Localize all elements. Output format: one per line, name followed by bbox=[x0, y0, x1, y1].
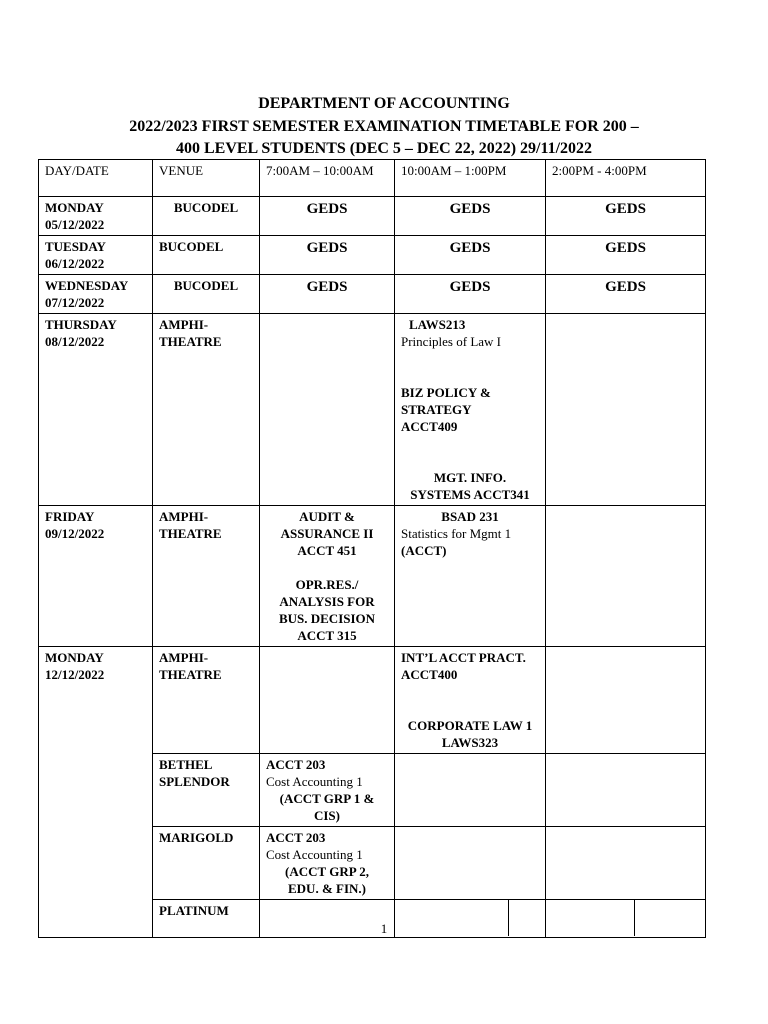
course-code: LAWS213 bbox=[409, 317, 466, 332]
day-cell bbox=[39, 236, 153, 275]
slot2-cell bbox=[395, 827, 546, 900]
course-code: ACCT409 bbox=[401, 419, 458, 434]
day-cell bbox=[39, 647, 153, 938]
venue-cell bbox=[153, 314, 260, 506]
exam-timetable bbox=[38, 159, 706, 938]
course-line: SYSTEMS ACCT341 bbox=[410, 487, 530, 502]
venue-cell bbox=[153, 506, 260, 647]
venue-cell bbox=[153, 754, 260, 827]
day-date: 07/12/2022 bbox=[45, 295, 105, 310]
day-name: MONDAY bbox=[45, 200, 104, 215]
document-subtitle-line1: 2022/2023 FIRST SEMESTER EXAMINATION TIMETABLE FOR 200 – bbox=[129, 118, 639, 135]
venue-cell bbox=[153, 647, 260, 754]
day-cell bbox=[39, 275, 153, 314]
venue-cell: BUCODEL bbox=[153, 197, 260, 236]
table-header-row bbox=[39, 160, 706, 197]
day-date: 08/12/2022 bbox=[45, 334, 105, 349]
slot1-cell: GEDS bbox=[260, 236, 395, 275]
course-code: ACCT400 bbox=[401, 667, 458, 682]
course-line: STRATEGY bbox=[401, 402, 472, 417]
course-line: AUDIT & bbox=[299, 509, 355, 524]
day-name: MONDAY bbox=[45, 650, 104, 665]
course-line: BUS. DECISION bbox=[278, 611, 376, 626]
table-row bbox=[39, 506, 706, 647]
table-row bbox=[39, 314, 706, 506]
course-code: ACCT 203 bbox=[266, 757, 326, 772]
course-title: Principles of Law I bbox=[401, 334, 502, 349]
course-code: BSAD 231 bbox=[441, 509, 499, 524]
table-row bbox=[39, 197, 706, 236]
table-row bbox=[39, 647, 706, 754]
course-line: BIZ POLICY & bbox=[401, 385, 491, 400]
course-code: ACCT 203 bbox=[266, 830, 326, 845]
slot1-cell bbox=[260, 754, 395, 827]
slot1-cell: GEDS bbox=[260, 275, 395, 314]
course-title: Cost Accounting 1 bbox=[266, 774, 363, 789]
header-day: DAY/DATE bbox=[39, 160, 153, 197]
day-name: WEDNESDAY bbox=[45, 278, 129, 293]
table-row bbox=[39, 275, 706, 314]
venue-line: THEATRE bbox=[159, 667, 222, 682]
course-title: Cost Accounting 1 bbox=[266, 847, 363, 862]
header-venue: VENUE bbox=[153, 160, 260, 197]
slot2-cell: GEDS bbox=[395, 236, 546, 275]
slot3-cell: GEDS bbox=[546, 236, 706, 275]
document-subtitle-line2: 400 LEVEL STUDENTS (DEC 5 – DEC 22, 2022) 29/11/2022 bbox=[175, 140, 593, 157]
day-name: THURSDAY bbox=[45, 317, 117, 332]
slot3-cell bbox=[546, 314, 706, 506]
day-date: 05/12/2022 bbox=[45, 217, 105, 232]
slot3-cell: GEDS bbox=[546, 275, 706, 314]
course-group: (ACCT GRP 1 & bbox=[279, 791, 375, 806]
course-line: INT’L ACCT PRACT. bbox=[401, 650, 526, 665]
slot2-cell: GEDS bbox=[395, 275, 546, 314]
course-code: ACCT 315 bbox=[297, 628, 357, 643]
slot3-cell: GEDS bbox=[546, 197, 706, 236]
venue-line: AMPHI- bbox=[159, 650, 209, 665]
course-line: OPR.RES./ bbox=[295, 577, 359, 592]
venue-line: BETHEL bbox=[159, 757, 213, 772]
slot3-cell bbox=[546, 754, 706, 827]
slot3-cell bbox=[546, 506, 706, 647]
slot3-cell bbox=[546, 827, 706, 900]
venue-cell: MARIGOLD bbox=[153, 827, 260, 900]
slot2-cell bbox=[395, 506, 546, 647]
venue-cell: BUCODEL bbox=[153, 236, 260, 275]
day-name: FRIDAY bbox=[45, 509, 95, 524]
slot2-cell bbox=[395, 754, 546, 827]
course-title: Statistics for Mgmt 1 bbox=[401, 526, 512, 541]
course-group: (ACCT GRP 2, bbox=[285, 864, 369, 879]
venue-cell: BUCODEL bbox=[153, 275, 260, 314]
venue-line: THEATRE bbox=[159, 334, 222, 349]
document-title: DEPARTMENT OF ACCOUNTING bbox=[258, 95, 510, 112]
slot1-cell bbox=[260, 827, 395, 900]
header-slot3: 2:00PM - 4:00PM bbox=[546, 160, 706, 197]
venue-line: AMPHI- bbox=[159, 317, 209, 332]
day-date: 06/12/2022 bbox=[45, 256, 105, 271]
course-line: ASSURANCE II bbox=[280, 526, 374, 541]
venue-line: SPLENDOR bbox=[159, 774, 230, 789]
venue-line: THEATRE bbox=[159, 526, 222, 541]
day-cell bbox=[39, 197, 153, 236]
venue-line: AMPHI- bbox=[159, 509, 209, 524]
day-date: 12/12/2022 bbox=[45, 667, 105, 682]
slot2-cell: GEDS bbox=[395, 197, 546, 236]
slot3-cell bbox=[546, 647, 706, 754]
day-cell bbox=[39, 506, 153, 647]
course-line: CORPORATE LAW 1 bbox=[407, 718, 533, 733]
header-slot2: 10:00AM – 1:00PM bbox=[395, 160, 546, 197]
course-line: ANALYSIS FOR bbox=[279, 594, 375, 609]
slot2-cell bbox=[395, 647, 546, 754]
course-group: (ACCT) bbox=[401, 543, 447, 558]
course-code: LAWS323 bbox=[441, 735, 499, 750]
slot1-cell bbox=[260, 506, 395, 647]
slot1-cell bbox=[260, 314, 395, 506]
course-group: CIS) bbox=[313, 808, 340, 823]
venue-cell: PLATINUM bbox=[153, 900, 260, 938]
day-cell bbox=[39, 314, 153, 506]
day-date: 09/12/2022 bbox=[45, 526, 105, 541]
header-slot1: 7:00AM – 10:00AM bbox=[260, 160, 395, 197]
course-line: MGT. INFO. bbox=[433, 470, 507, 485]
slot1-cell: GEDS bbox=[260, 197, 395, 236]
course-group: EDU. & FIN.) bbox=[288, 881, 366, 896]
page-number: 1 bbox=[380, 921, 388, 936]
day-name: TUESDAY bbox=[45, 239, 106, 254]
table-row bbox=[39, 236, 706, 275]
slot2-cell bbox=[395, 314, 546, 506]
slot1-cell bbox=[260, 647, 395, 754]
course-code: ACCT 451 bbox=[297, 543, 357, 558]
